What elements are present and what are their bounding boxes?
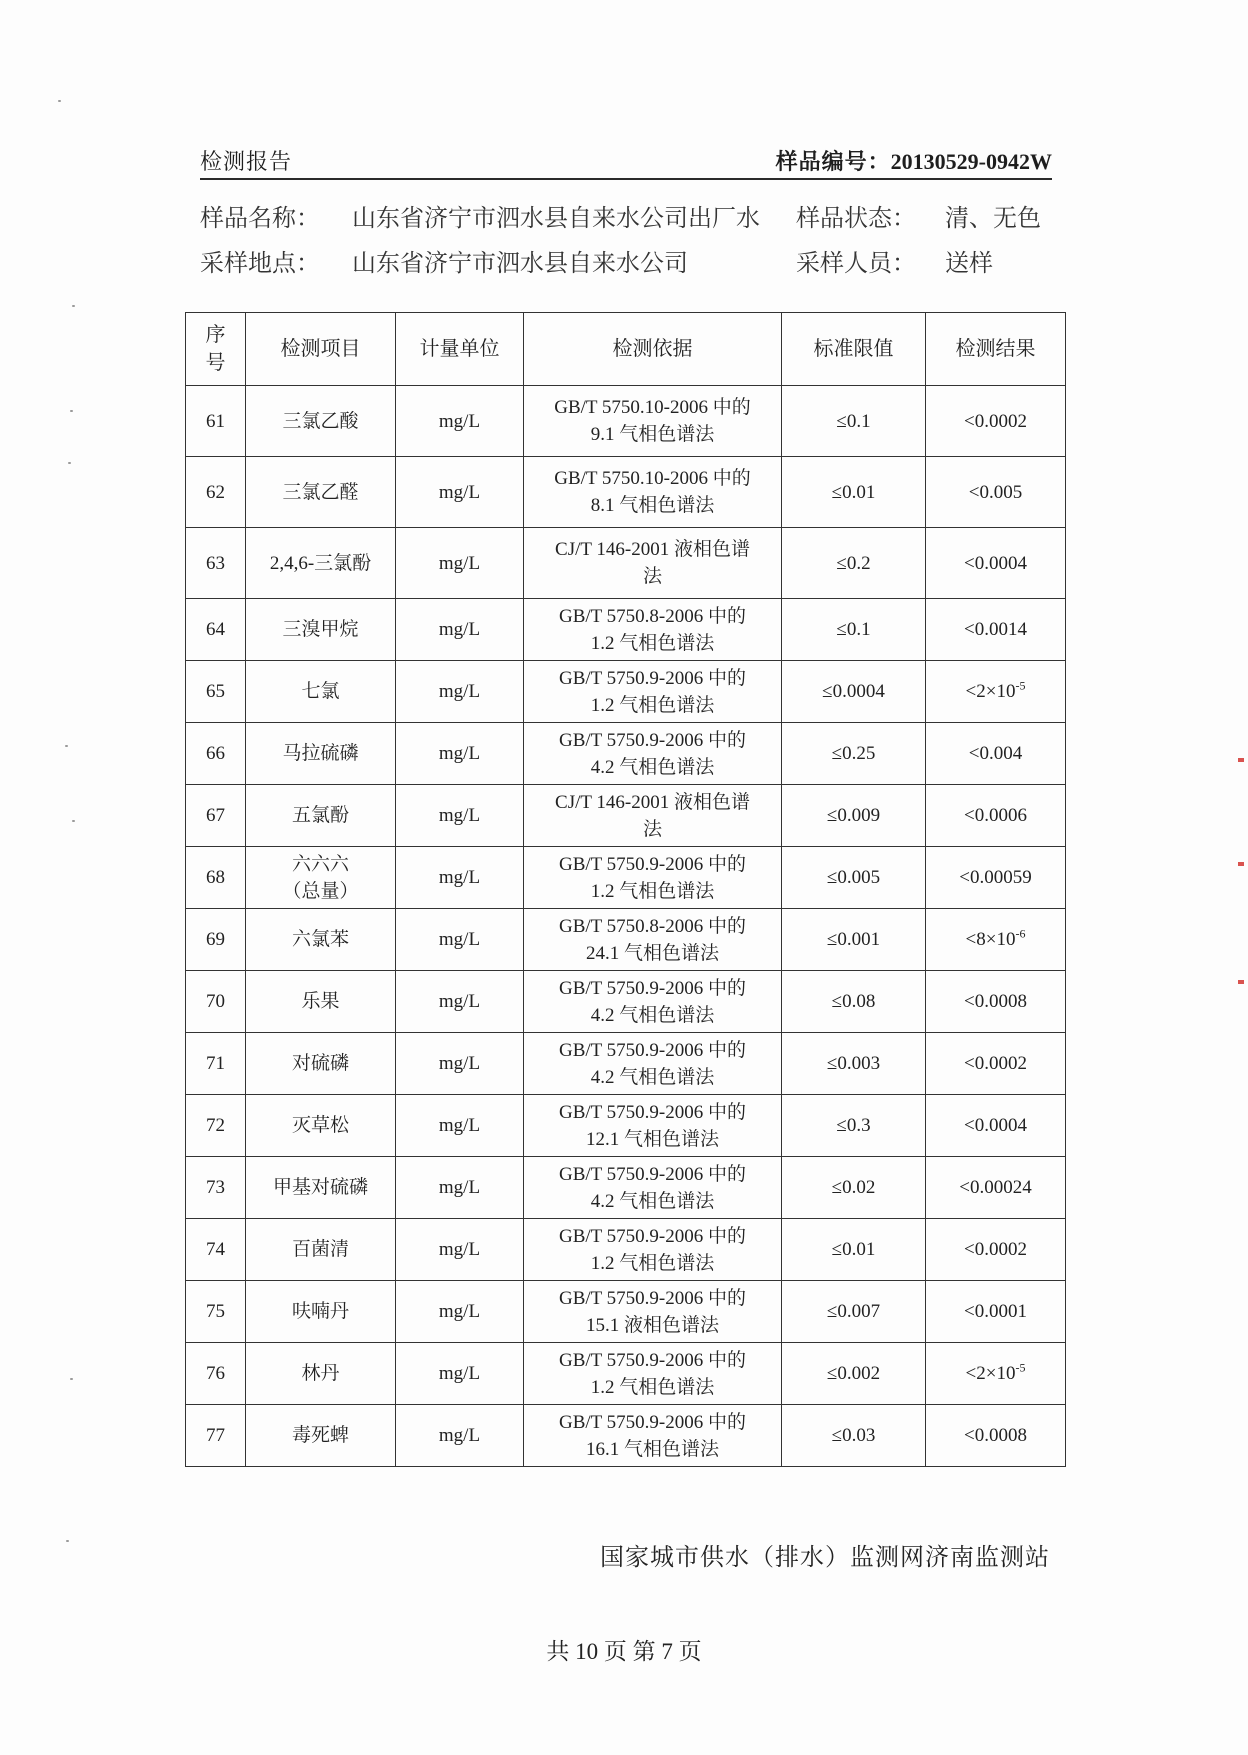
- standard-limit: ≤0.08: [782, 971, 926, 1033]
- test-item: 三氯乙醛: [246, 457, 396, 528]
- test-method-line: 1.2 气相色谱法: [590, 1376, 715, 1398]
- test-method: [524, 1405, 782, 1467]
- site-value: 山东省济宁市泗水县自来水公司: [352, 251, 688, 277]
- standard-limit: ≤0.009: [782, 785, 926, 847]
- unit: mg/L: [396, 909, 524, 971]
- red-edge-mark: [1238, 758, 1244, 762]
- table-row: [186, 599, 1066, 661]
- test-item: 三氯乙酸: [246, 386, 396, 457]
- red-edge-mark: [1238, 980, 1244, 984]
- test-method: [524, 1157, 782, 1219]
- test-result: <0.005: [926, 457, 1066, 528]
- test-method-line: 9.1 气相色谱法: [590, 424, 715, 445]
- test-method: [524, 971, 782, 1033]
- standard-limit: ≤0.007: [782, 1281, 926, 1343]
- scan-speck: [68, 462, 71, 464]
- standard-limit: ≤0.01: [782, 1219, 926, 1281]
- test-result-base: <8×10: [965, 929, 1016, 950]
- table-row: [186, 457, 1066, 528]
- test-item: 甲基对硫磷: [246, 1157, 396, 1219]
- unit: mg/L: [396, 1157, 524, 1219]
- test-item: [246, 847, 396, 909]
- unit: mg/L: [396, 847, 524, 909]
- unit: mg/L: [396, 1033, 524, 1095]
- table-row: [186, 1219, 1066, 1281]
- report-title: 检测报告: [200, 149, 293, 174]
- col-header-item: 检测项目: [246, 313, 396, 386]
- row-number: 68: [186, 847, 246, 909]
- unit: mg/L: [396, 457, 524, 528]
- test-method-line: 法: [642, 566, 662, 587]
- test-method-line: 4.2 气相色谱法: [590, 756, 715, 778]
- test-method: [524, 1281, 782, 1343]
- page-number: 共 10 页 第 7 页: [546, 1639, 702, 1664]
- test-method-line: GB/T 5750.9-2006 中的: [558, 977, 746, 999]
- test-method-line: 1.2 气相色谱法: [590, 694, 715, 716]
- test-method-line: GB/T 5750.9-2006 中的: [558, 1225, 746, 1247]
- row-number: 66: [186, 723, 246, 785]
- row-number: 67: [186, 785, 246, 847]
- unit: mg/L: [396, 785, 524, 847]
- test-result: <0.0002: [926, 1219, 1066, 1281]
- row-number: 73: [186, 1157, 246, 1219]
- sample-state-value: 清、无色: [945, 206, 1041, 232]
- row-number: 75: [186, 1281, 246, 1343]
- test-method: [524, 661, 782, 723]
- test-result: <0.0002: [926, 1033, 1066, 1095]
- sample-name-label: 样品名称：: [200, 206, 320, 232]
- sample-name-value: 山东省济宁市泗水县自来水公司出厂水: [352, 206, 760, 232]
- test-item: 五氯酚: [246, 785, 396, 847]
- test-method: [524, 785, 782, 847]
- unit: mg/L: [396, 528, 524, 599]
- test-item: 对硫磷: [246, 1033, 396, 1095]
- row-number: 72: [186, 1095, 246, 1157]
- test-method-line: CJ/T 146-2001 液相色谱: [555, 539, 750, 560]
- row-number: 74: [186, 1219, 246, 1281]
- row-number: 63: [186, 528, 246, 599]
- test-result: <0.0001: [926, 1281, 1066, 1343]
- unit: mg/L: [396, 1281, 524, 1343]
- test-result: <0.0008: [926, 1405, 1066, 1467]
- test-method-line: 16.1 气相色谱法: [585, 1438, 719, 1460]
- sampler-value: 送样: [945, 251, 993, 277]
- test-result: <0.0014: [926, 599, 1066, 661]
- row-number: 65: [186, 661, 246, 723]
- standard-limit: ≤0.002: [782, 1343, 926, 1405]
- test-result: <0.00024: [926, 1157, 1066, 1219]
- scan-speck: [72, 820, 75, 822]
- unit: mg/L: [396, 661, 524, 723]
- table-row: [186, 1157, 1066, 1219]
- row-number: 69: [186, 909, 246, 971]
- test-method: [524, 1033, 782, 1095]
- test-method-line: 1.2 气相色谱法: [590, 880, 715, 902]
- test-item: 百菌清: [246, 1219, 396, 1281]
- test-result-exponent: -5: [1015, 678, 1026, 693]
- standard-limit: ≤0.1: [782, 386, 926, 457]
- row-number: 70: [186, 971, 246, 1033]
- test-item: 毒死蜱: [246, 1405, 396, 1467]
- test-method-line: GB/T 5750.9-2006 中的: [558, 1039, 746, 1061]
- scan-speck: [70, 1378, 73, 1380]
- test-method: [524, 528, 782, 599]
- test-item: 乐果: [246, 971, 396, 1033]
- table-row: [186, 785, 1066, 847]
- table-row: [186, 528, 1066, 599]
- test-method-line: GB/T 5750.9-2006 中的: [558, 1287, 746, 1309]
- scan-speck: [66, 1540, 69, 1542]
- table-row: [186, 847, 1066, 909]
- test-method-line: 1.2 气相色谱法: [590, 1252, 715, 1274]
- test-method: [524, 457, 782, 528]
- test-method: [524, 909, 782, 971]
- standard-limit: ≤0.02: [782, 1157, 926, 1219]
- standard-limit: ≤0.1: [782, 599, 926, 661]
- standard-limit: ≤0.2: [782, 528, 926, 599]
- sample-number-label: 样品编号：: [775, 149, 891, 174]
- scan-speck: [58, 100, 61, 102]
- site-label: 采样地点：: [200, 251, 320, 277]
- test-item: 六氯苯: [246, 909, 396, 971]
- test-method-line: GB/T 5750.9-2006 中的: [558, 1349, 746, 1371]
- station-name: 国家城市供水（排水）监测网济南监测站: [600, 1543, 1050, 1571]
- test-method-line: GB/T 5750.9-2006 中的: [558, 1411, 746, 1433]
- test-result-base: <2×10: [965, 681, 1016, 702]
- standard-limit: ≤0.03: [782, 1405, 926, 1467]
- test-method-line: GB/T 5750.8-2006 中的: [558, 915, 746, 937]
- test-item: 马拉硫磷: [246, 723, 396, 785]
- test-result-exponent: -5: [1015, 1360, 1026, 1375]
- table-row: [186, 1405, 1066, 1467]
- test-method-line: 4.2 气相色谱法: [590, 1066, 715, 1088]
- col-header-limit: 标准限值: [782, 313, 926, 386]
- standard-limit: ≤0.01: [782, 457, 926, 528]
- sample-number-value: 20130529-0942W: [890, 149, 1052, 174]
- unit: mg/L: [396, 971, 524, 1033]
- col-header-unit: 计量单位: [396, 313, 524, 386]
- test-method: [524, 1219, 782, 1281]
- col-header-no: 序号: [186, 313, 246, 386]
- test-method-line: 1.2 气相色谱法: [590, 632, 715, 654]
- unit: mg/L: [396, 723, 524, 785]
- test-result-exponent: -6: [1015, 926, 1026, 941]
- test-result: <0.0006: [926, 785, 1066, 847]
- test-result: <0.00059: [926, 847, 1066, 909]
- test-method-line: 24.1 气相色谱法: [585, 942, 719, 964]
- test-method-line: 4.2 气相色谱法: [590, 1190, 715, 1212]
- scan-speck: [72, 305, 75, 307]
- table-row: [186, 1343, 1066, 1405]
- sample-state-label: 样品状态：: [796, 206, 916, 232]
- test-result: [926, 909, 1066, 971]
- table-row: [186, 723, 1066, 785]
- row-number: 77: [186, 1405, 246, 1467]
- sample-number: [776, 145, 1052, 176]
- results-table: [185, 312, 1066, 1467]
- test-item: 灭草松: [246, 1095, 396, 1157]
- table-row: [186, 661, 1066, 723]
- test-item-line: 六六六: [291, 853, 349, 875]
- unit: mg/L: [396, 1343, 524, 1405]
- test-item: 三溴甲烷: [246, 599, 396, 661]
- standard-limit: ≤0.005: [782, 847, 926, 909]
- test-method-line: GB/T 5750.8-2006 中的: [558, 605, 746, 627]
- report-header: [200, 146, 1052, 180]
- standard-limit: ≤0.25: [782, 723, 926, 785]
- test-method-line: GB/T 5750.9-2006 中的: [558, 667, 746, 689]
- table-row: [186, 1033, 1066, 1095]
- test-result: <0.0008: [926, 971, 1066, 1033]
- test-method-line: GB/T 5750.10-2006 中的: [554, 468, 751, 489]
- test-result: <0.0004: [926, 1095, 1066, 1157]
- row-number: 61: [186, 386, 246, 457]
- row-number: 71: [186, 1033, 246, 1095]
- test-result: <0.0004: [926, 528, 1066, 599]
- table-row: [186, 971, 1066, 1033]
- test-item: 呋喃丹: [246, 1281, 396, 1343]
- test-method: [524, 386, 782, 457]
- table-row: [186, 1281, 1066, 1343]
- test-result: [926, 1343, 1066, 1405]
- row-number: 62: [186, 457, 246, 528]
- standard-limit: ≤0.001: [782, 909, 926, 971]
- test-method: [524, 1343, 782, 1405]
- unit: mg/L: [396, 1095, 524, 1157]
- test-method-line: 8.1 气相色谱法: [590, 495, 715, 516]
- test-result: <0.0002: [926, 386, 1066, 457]
- test-method: [524, 599, 782, 661]
- test-method-line: 4.2 气相色谱法: [590, 1004, 715, 1026]
- test-method-line: GB/T 5750.9-2006 中的: [558, 1101, 746, 1123]
- test-result: [926, 661, 1066, 723]
- scan-speck: [70, 410, 73, 412]
- unit: mg/L: [396, 386, 524, 457]
- test-method: [524, 1095, 782, 1157]
- standard-limit: ≤0.3: [782, 1095, 926, 1157]
- sampler-label: 采样人员：: [796, 251, 916, 277]
- standard-limit: ≤0.0004: [782, 661, 926, 723]
- test-method-line: 12.1 气相色谱法: [585, 1128, 719, 1150]
- unit: mg/L: [396, 599, 524, 661]
- test-result: <0.004: [926, 723, 1066, 785]
- test-item: 七氯: [246, 661, 396, 723]
- test-result-base: <2×10: [965, 1363, 1016, 1384]
- test-method-line: GB/T 5750.9-2006 中的: [558, 729, 746, 751]
- row-number: 76: [186, 1343, 246, 1405]
- test-method-line: CJ/T 146-2001 液相色谱: [555, 791, 750, 813]
- test-method-line: 法: [642, 818, 662, 840]
- table-row: [186, 909, 1066, 971]
- unit: mg/L: [396, 1219, 524, 1281]
- test-item: 林丹: [246, 1343, 396, 1405]
- row-number: 64: [186, 599, 246, 661]
- test-item: 2,4,6-三氯酚: [246, 528, 396, 599]
- test-method-line: GB/T 5750.10-2006 中的: [554, 397, 751, 418]
- col-header-result: 检测结果: [926, 313, 1066, 386]
- table-row: [186, 386, 1066, 457]
- test-item-line: （总量）: [282, 880, 359, 902]
- table-row: [186, 1095, 1066, 1157]
- test-method-line: GB/T 5750.9-2006 中的: [558, 853, 746, 875]
- table-header-row: [186, 313, 1066, 386]
- test-method: [524, 723, 782, 785]
- test-method: [524, 847, 782, 909]
- test-method-line: 15.1 液相色谱法: [585, 1314, 719, 1336]
- red-edge-mark: [1238, 862, 1244, 866]
- standard-limit: ≤0.003: [782, 1033, 926, 1095]
- unit: mg/L: [396, 1405, 524, 1467]
- scan-speck: [65, 745, 68, 747]
- test-method-line: GB/T 5750.9-2006 中的: [558, 1163, 746, 1185]
- col-header-method: 检测依据: [524, 313, 782, 386]
